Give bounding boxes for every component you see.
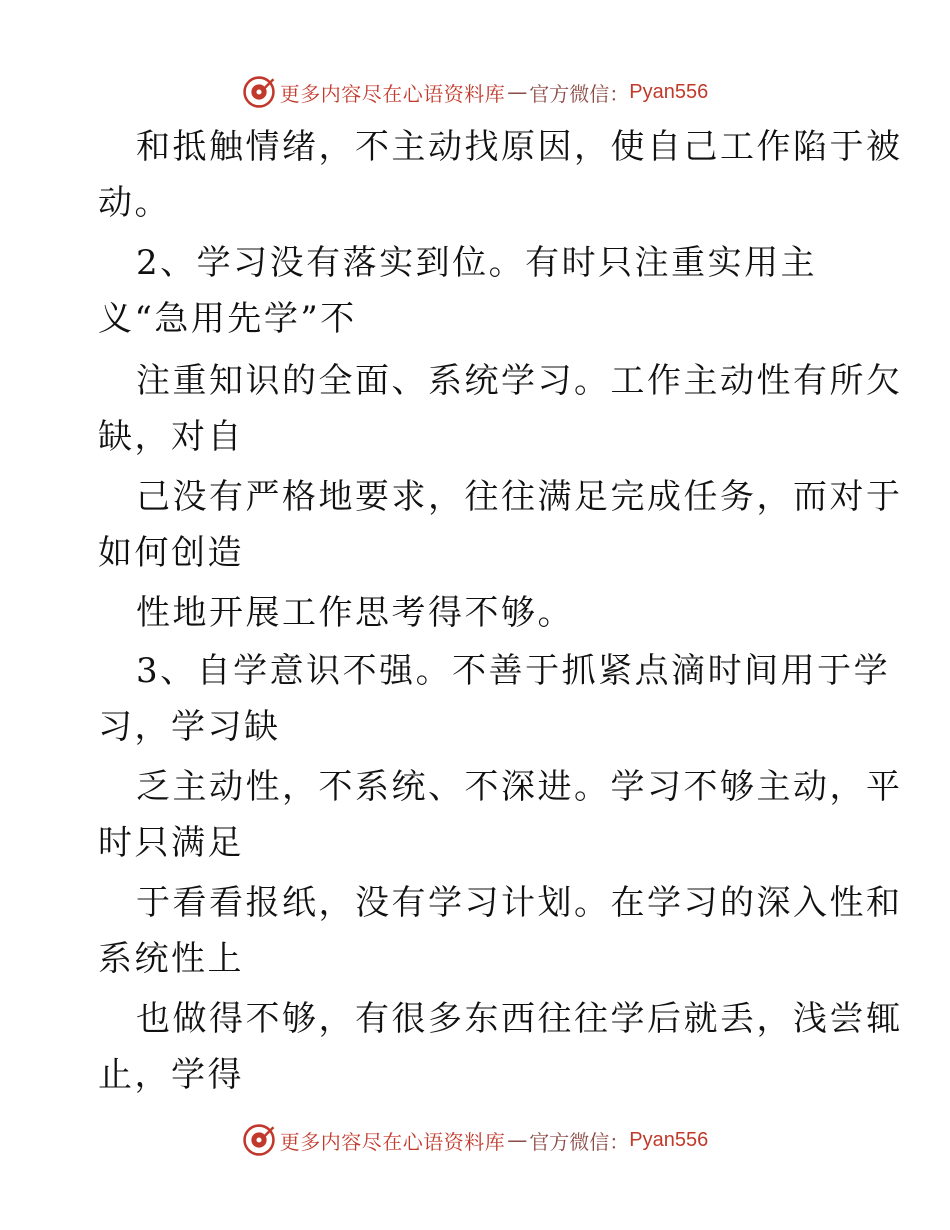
text-line-7: 己没有严格地要求，往往满足完成任务，而对于 (136, 477, 903, 517)
pen-logo-icon (242, 75, 276, 109)
footer-dash: — (507, 1128, 528, 1152)
text-line-17: 止，学得 (98, 1055, 244, 1095)
text-line-1: 和抵触情绪，不主动找原因，使自己工作陷于被 (136, 127, 903, 167)
footer-contact-label: 官方微信： (529, 1129, 630, 1154)
text-line-15: 系统性上 (98, 939, 244, 979)
text-line-6: 缺，对自 (98, 417, 244, 457)
text-line-14: 于看看报纸，没有学习计划。在学习的深入性和 (136, 883, 903, 923)
header-dash: — (507, 80, 528, 104)
header-banner (0, 72, 950, 112)
text-line-16: 也做得不够，有很多东西往往学后就丢，浅尝辄 (136, 999, 903, 1039)
footer-contact-id: Pyan556 (629, 1128, 709, 1151)
text-line-8: 如何创造 (98, 533, 244, 573)
header-contact-id: Pyan556 (629, 80, 709, 103)
text-line-13: 时只满足 (98, 823, 244, 863)
text-line-12: 乏主动性，不系统、不深进。学习不够主动，平 (136, 767, 903, 807)
text-line-10: 3、自学意识不强。不善于抓紧点滴时间用于学 (136, 651, 891, 691)
header-contact-label: 官方微信： (529, 81, 630, 106)
text-line-5: 注重知识的全面、系统学习。工作主动性有所欠 (136, 361, 903, 401)
text-line-4: 义“急用先学”不 (98, 299, 357, 339)
pen-logo-icon (242, 1123, 276, 1157)
text-line-11: 习，学习缺 (98, 707, 281, 747)
footer-brand-text: 更多内容尽在心语资料库 (279, 1129, 506, 1154)
text-line-2: 动。 (98, 183, 171, 223)
text-line-3: 2、学习没有落实到位。有时只注重实用主 (136, 243, 818, 283)
footer-banner (0, 1120, 950, 1160)
header-brand-text: 更多内容尽在心语资料库 (279, 81, 506, 106)
text-line-9: 性地开展工作思考得不够。 (136, 593, 574, 633)
